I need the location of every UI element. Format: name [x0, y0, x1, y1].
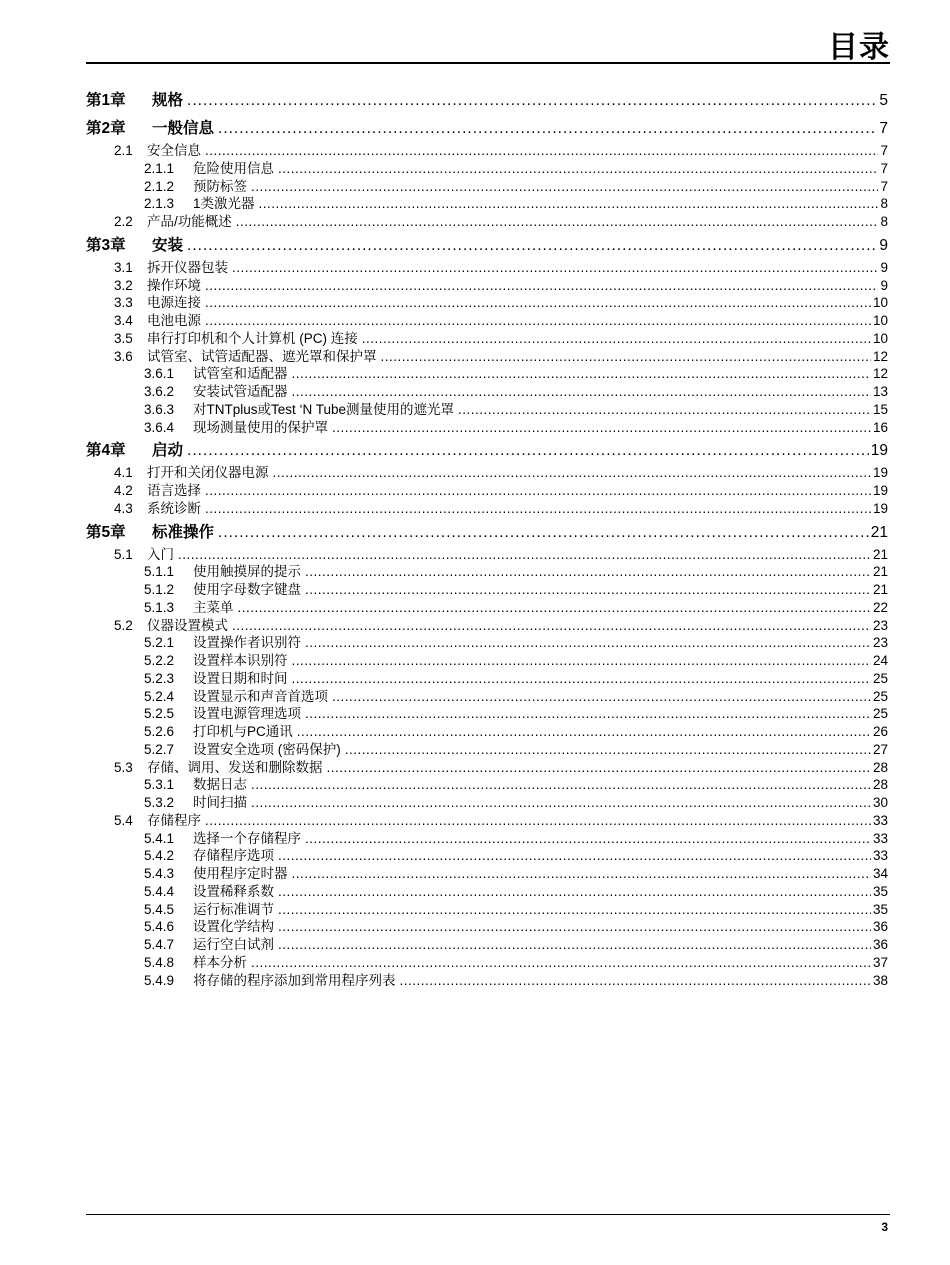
toc-dot-leader [278, 902, 871, 917]
toc-entry-number: 5.4.9 [144, 972, 175, 988]
toc-entry-page: 19 [870, 442, 888, 460]
toc-entry-title: 使用程序定时器 [193, 866, 288, 881]
toc-entry-page: 8 [880, 196, 888, 212]
toc-entry-number: 5.1 [114, 546, 133, 562]
toc-entry-title: 试管室和适配器 [193, 366, 288, 382]
toc-entry-title: 危险使用信息 [193, 160, 274, 176]
page-title: 目录 [828, 30, 890, 65]
toc-entry-title: 电源连接 [147, 295, 201, 311]
toc-entry-number: 5.3.1 [144, 777, 175, 793]
toc-entry-title: 设置操作者识别符 [193, 635, 301, 651]
toc-entry-title: 设置日期和时间 [193, 670, 288, 686]
toc-entry-page: 33 [872, 830, 888, 846]
toc-entry-number: 5.4 [114, 812, 133, 828]
toc-entry-page: 34 [872, 866, 888, 881]
toc-entry-title: 设置显示和声音首选项 [193, 688, 328, 704]
toc-entry-page: 33 [872, 848, 888, 864]
toc-dot-leader [292, 653, 871, 668]
toc-entry-number: 5.4.3 [144, 866, 175, 881]
toc-entry-page: 36 [872, 919, 888, 935]
toc-dot-leader [251, 955, 871, 970]
toc-entry-title: 存储、调用、发送和删除数据 [147, 759, 323, 775]
toc-dot-leader [187, 442, 869, 460]
toc-dot-leader [273, 465, 871, 480]
toc-dot-leader [251, 179, 878, 194]
toc-entry-title: 一般信息 [152, 119, 215, 137]
toc-entry-page: 30 [872, 795, 888, 810]
toc-entry-page: 7 [880, 178, 888, 194]
toc-subsection-entry[interactable] [86, 844, 888, 862]
toc-entry-page: 27 [872, 741, 888, 757]
toc-entry-title: 语言选择 [147, 483, 201, 498]
toc-entry-title: 设置电源管理选项 [193, 706, 301, 722]
toc-entry-title: 使用字母数字键盘 [193, 582, 301, 597]
toc-subsection-entry[interactable] [86, 969, 888, 987]
toc-entry-page: 5 [879, 92, 888, 109]
toc-dot-leader [187, 92, 877, 110]
toc-entry-title: 设置安全选项 (密码保护) [193, 741, 341, 757]
toc-dot-leader [205, 813, 871, 828]
toc-entry-page: 7 [879, 120, 888, 137]
toc-entry-page: 25 [872, 670, 888, 686]
toc-subsection-entry[interactable] [86, 915, 888, 933]
toc-entry-page: 8 [880, 214, 888, 229]
top-rule [86, 62, 890, 64]
toc-entry-number: 5.4.6 [144, 919, 175, 935]
toc-entry-title: 使用触摸屏的提示 [193, 564, 301, 580]
toc-entry-number: 3.2 [114, 277, 133, 293]
toc-entry-page: 36 [872, 937, 888, 952]
toc-entry-number: 2.1.2 [144, 178, 175, 194]
toc-dot-leader [305, 706, 871, 721]
toc-section-entry[interactable] [86, 497, 888, 515]
toc-entry-title: 安装 [152, 235, 184, 254]
toc-entry-page: 21 [872, 564, 888, 580]
toc-entry-page: 38 [872, 972, 888, 988]
toc-entry-number: 3.6.4 [144, 419, 175, 435]
toc-subsection-entry[interactable] [86, 720, 888, 738]
toc-entry-page: 16 [872, 419, 888, 435]
toc-entry-page: 7 [880, 160, 888, 176]
toc-entry-page: 23 [872, 635, 888, 651]
toc-subsection-entry[interactable] [86, 862, 888, 880]
toc-dot-leader [218, 120, 877, 138]
toc-entry-number: 5.2 [114, 617, 133, 633]
toc-subsection-entry[interactable] [86, 192, 888, 210]
toc-subsection-entry[interactable] [86, 649, 888, 667]
toc-subsection-entry[interactable] [86, 667, 888, 685]
toc-entry-page: 19 [872, 500, 888, 516]
toc-entry-title: 主菜单 [193, 599, 234, 615]
toc-section-entry[interactable] [86, 274, 888, 292]
toc-entry-title: 串行打印机和个人计算机 (PC) 连接 [147, 330, 358, 346]
toc-subsection-entry[interactable] [86, 380, 888, 398]
toc-entry-title: 设置稀释系数 [193, 883, 274, 899]
toc-entry-number: 5.2.3 [144, 670, 175, 686]
toc-dot-leader [187, 237, 877, 255]
toc-entry-number: 5.3 [114, 759, 133, 775]
toc-entry-title: 存储程序选项 [193, 848, 274, 864]
toc-entry-title: 选择一个存储程序 [193, 830, 301, 846]
toc-entry-title: 将存储的程序添加到常用程序列表 [193, 972, 396, 988]
toc-dot-leader [458, 402, 871, 417]
toc-entry-title: 现场测量使用的保护罩 [193, 419, 328, 435]
toc-section-entry[interactable] [86, 614, 888, 632]
toc-entry-page: 19 [872, 483, 888, 498]
toc-section-entry[interactable] [86, 345, 888, 363]
toc-chapter-entry[interactable] [86, 88, 888, 111]
toc-entry-number: 第5章 [86, 523, 126, 541]
toc-entry-title: 运行空白试剂 [193, 937, 274, 952]
toc-dot-leader [292, 366, 871, 381]
toc-dot-leader [332, 689, 871, 704]
toc-entry-number: 5.4.4 [144, 883, 175, 899]
toc-entry-number: 第4章 [86, 442, 126, 460]
toc-entry-title: 规格 [152, 91, 184, 109]
toc-entry-page: 10 [872, 295, 888, 311]
toc-entry-title: 拆开仪器包装 [147, 259, 228, 275]
toc-dot-leader [236, 214, 879, 229]
toc-section-entry[interactable] [86, 756, 888, 774]
toc-entry-number: 5.2.6 [144, 724, 175, 739]
toc-entry-page: 24 [872, 653, 888, 668]
toc-entry-number: 2.1.1 [144, 160, 175, 176]
toc-entry-title: 预防标签 [193, 178, 247, 194]
toc-section-entry[interactable] [86, 256, 888, 274]
toc-entry-number: 5.1.3 [144, 599, 175, 615]
toc-entry-title: 安全信息 [147, 143, 201, 158]
toc-entry-title: 存储程序 [147, 812, 201, 828]
toc-entry-page: 21 [872, 582, 888, 597]
toc-dot-leader [292, 671, 871, 686]
toc-entry-title: 对TNTplus或Test ‘N Tube测量使用的遮光罩 [193, 401, 455, 417]
toc-entry-number: 3.3 [114, 295, 133, 311]
toc-dot-leader [205, 313, 871, 328]
toc-entry-title: 仪器设置模式 [147, 617, 228, 633]
toc-subsection-entry[interactable] [86, 631, 888, 649]
toc-entry-title: 产品/功能概述 [147, 214, 232, 229]
toc-entry-number: 3.6.2 [144, 384, 175, 399]
toc-subsection-entry[interactable] [86, 175, 888, 193]
toc-subsection-entry[interactable] [86, 578, 888, 596]
toc-dot-leader [278, 161, 878, 176]
toc-entry-title: 打印机与PC通讯 [193, 724, 293, 739]
toc-dot-leader [205, 483, 871, 498]
toc-entry-page: 28 [872, 777, 888, 793]
toc-entry-number: 第3章 [86, 236, 126, 254]
toc-subsection-entry[interactable] [86, 738, 888, 756]
toc-dot-leader [205, 295, 871, 310]
toc-dot-leader [205, 501, 871, 516]
toc-entry-number: 4.3 [114, 500, 133, 516]
toc-entry-number: 5.1.2 [144, 582, 175, 597]
toc-entry-number: 3.5 [114, 330, 133, 346]
toc-entry-title: 系统诊断 [147, 500, 201, 516]
toc-entry-number: 2.1.3 [144, 196, 175, 212]
toc-entry-page: 21 [870, 523, 888, 541]
toc-entry-page: 10 [872, 330, 888, 346]
toc-entry-page: 19 [872, 465, 888, 481]
toc-entry-number: 5.2.5 [144, 706, 175, 722]
toc-chapter-entry[interactable] [86, 116, 888, 139]
toc-entry-page: 33 [872, 812, 888, 828]
toc-dot-leader [305, 564, 871, 579]
toc-subsection-entry[interactable] [86, 880, 888, 898]
table-of-contents [86, 88, 888, 986]
toc-subsection-entry[interactable] [86, 560, 888, 578]
toc-entry-number: 5.2.4 [144, 688, 175, 704]
toc-entry-page: 7 [880, 143, 888, 158]
toc-chapter-entry[interactable] [86, 233, 888, 256]
toc-entry-page: 26 [872, 724, 888, 739]
toc-entry-number: 3.1 [114, 259, 133, 275]
toc-section-entry[interactable] [86, 309, 888, 327]
toc-entry-page: 22 [872, 599, 888, 615]
toc-dot-leader [305, 635, 871, 650]
toc-entry-number: 4.2 [114, 483, 133, 498]
toc-entry-title: 标准操作 [152, 522, 215, 541]
toc-entry-number: 5.1.1 [144, 564, 175, 580]
toc-dot-leader [305, 582, 871, 597]
page-number: 3 [881, 1220, 888, 1234]
toc-entry-title: 启动 [152, 441, 184, 460]
toc-dot-leader [205, 278, 878, 293]
toc-dot-leader [327, 760, 871, 775]
toc-dot-leader [178, 547, 871, 562]
toc-entry-number: 2.2 [114, 214, 133, 229]
toc-entry-title: 时间扫描 [193, 795, 247, 810]
toc-subsection-entry[interactable] [86, 933, 888, 951]
toc-entry-page: 25 [872, 706, 888, 722]
toc-entry-title: 试管室、试管适配器、遮光罩和保护罩 [147, 348, 377, 364]
toc-dot-leader [400, 973, 871, 988]
toc-section-entry[interactable] [86, 327, 888, 345]
toc-dot-leader [292, 384, 871, 399]
toc-subsection-entry[interactable] [86, 898, 888, 916]
toc-subsection-entry[interactable] [86, 773, 888, 791]
toc-subsection-entry[interactable] [86, 596, 888, 614]
toc-entry-number: 3.6 [114, 348, 133, 364]
toc-entry-page: 13 [872, 384, 888, 399]
toc-entry-page: 9 [880, 259, 888, 275]
bottom-rule [86, 1214, 890, 1215]
toc-entry-title: 电池电源 [147, 313, 201, 328]
toc-dot-leader [278, 937, 871, 952]
toc-subsection-entry[interactable] [86, 951, 888, 969]
toc-entry-number: 5.4.1 [144, 830, 175, 846]
toc-dot-leader [332, 420, 871, 435]
toc-entry-title: 样本分析 [193, 954, 247, 970]
toc-section-entry[interactable] [86, 461, 888, 479]
toc-subsection-entry[interactable] [86, 702, 888, 720]
toc-section-entry[interactable] [86, 291, 888, 309]
toc-entry-title: 打开和关闭仪器电源 [147, 465, 269, 481]
toc-entry-page: 12 [872, 366, 888, 382]
toc-entry-number: 5.4.7 [144, 937, 175, 952]
toc-section-entry[interactable] [86, 543, 888, 561]
toc-entry-page: 28 [872, 759, 888, 775]
toc-entry-title: 运行标准调节 [193, 901, 274, 917]
toc-dot-leader [232, 618, 871, 633]
toc-dot-leader [292, 866, 871, 881]
toc-section-entry[interactable] [86, 479, 888, 497]
toc-entry-page: 12 [872, 348, 888, 364]
toc-dot-leader [381, 349, 871, 364]
toc-chapter-entry[interactable] [86, 438, 888, 461]
toc-entry-page: 9 [879, 236, 888, 254]
toc-dot-leader [297, 724, 871, 739]
toc-entry-title: 操作环境 [147, 277, 201, 293]
toc-entry-number: 5.2.2 [144, 653, 175, 668]
toc-dot-leader [232, 260, 878, 275]
toc-subsection-entry[interactable] [86, 157, 888, 175]
toc-entry-number: 第1章 [86, 92, 126, 109]
toc-dot-leader [305, 831, 871, 846]
toc-entry-page: 21 [872, 546, 888, 562]
toc-entry-page: 35 [872, 901, 888, 917]
toc-entry-number: 5.4.8 [144, 954, 175, 970]
toc-subsection-entry[interactable] [86, 398, 888, 416]
toc-entry-page: 9 [880, 277, 888, 293]
toc-entry-page: 25 [872, 688, 888, 704]
toc-dot-leader [345, 742, 871, 757]
toc-entry-page: 15 [872, 401, 888, 417]
toc-entry-number: 3.6.1 [144, 366, 175, 382]
toc-entry-title: 入门 [147, 546, 174, 562]
toc-dot-leader [278, 884, 871, 899]
toc-entry-number: 3.4 [114, 313, 133, 328]
toc-entry-number: 5.3.2 [144, 795, 175, 810]
toc-dot-leader [278, 848, 871, 863]
toc-dot-leader [278, 919, 871, 934]
toc-dot-leader [251, 795, 871, 810]
toc-entry-page: 10 [872, 313, 888, 328]
toc-dot-leader [259, 196, 879, 211]
toc-entry-page: 35 [872, 883, 888, 899]
toc-subsection-entry[interactable] [86, 362, 888, 380]
toc-entry-title: 安装试管适配器 [193, 384, 288, 399]
toc-entry-title: 设置化学结构 [193, 919, 274, 935]
toc-subsection-entry[interactable] [86, 791, 888, 809]
toc-entry-page: 23 [872, 617, 888, 633]
toc-entry-number: 3.6.3 [144, 401, 175, 417]
toc-dot-leader [362, 331, 871, 346]
toc-entry-number: 4.1 [114, 465, 133, 481]
toc-entry-title: 数据日志 [193, 777, 247, 793]
toc-entry-number: 2.1 [114, 143, 133, 158]
toc-section-entry[interactable] [86, 210, 888, 228]
toc-entry-title: 1类激光器 [193, 196, 255, 212]
toc-subsection-entry[interactable] [86, 685, 888, 703]
toc-entry-number: 第2章 [86, 120, 126, 137]
toc-subsection-entry[interactable] [86, 827, 888, 845]
toc-chapter-entry[interactable] [86, 520, 888, 543]
toc-subsection-entry[interactable] [86, 416, 888, 434]
toc-entry-number: 5.2.7 [144, 741, 175, 757]
toc-section-entry[interactable] [86, 139, 888, 157]
toc-dot-leader [251, 777, 871, 792]
toc-dot-leader [238, 600, 871, 615]
toc-entry-number: 5.4.5 [144, 901, 175, 917]
toc-entry-number: 5.2.1 [144, 635, 175, 651]
toc-entry-page: 37 [872, 954, 888, 970]
toc-entry-title: 设置样本识别符 [193, 653, 288, 668]
toc-dot-leader [205, 143, 878, 158]
toc-dot-leader [218, 524, 869, 542]
toc-entry-number: 5.4.2 [144, 848, 175, 864]
toc-section-entry[interactable] [86, 809, 888, 827]
